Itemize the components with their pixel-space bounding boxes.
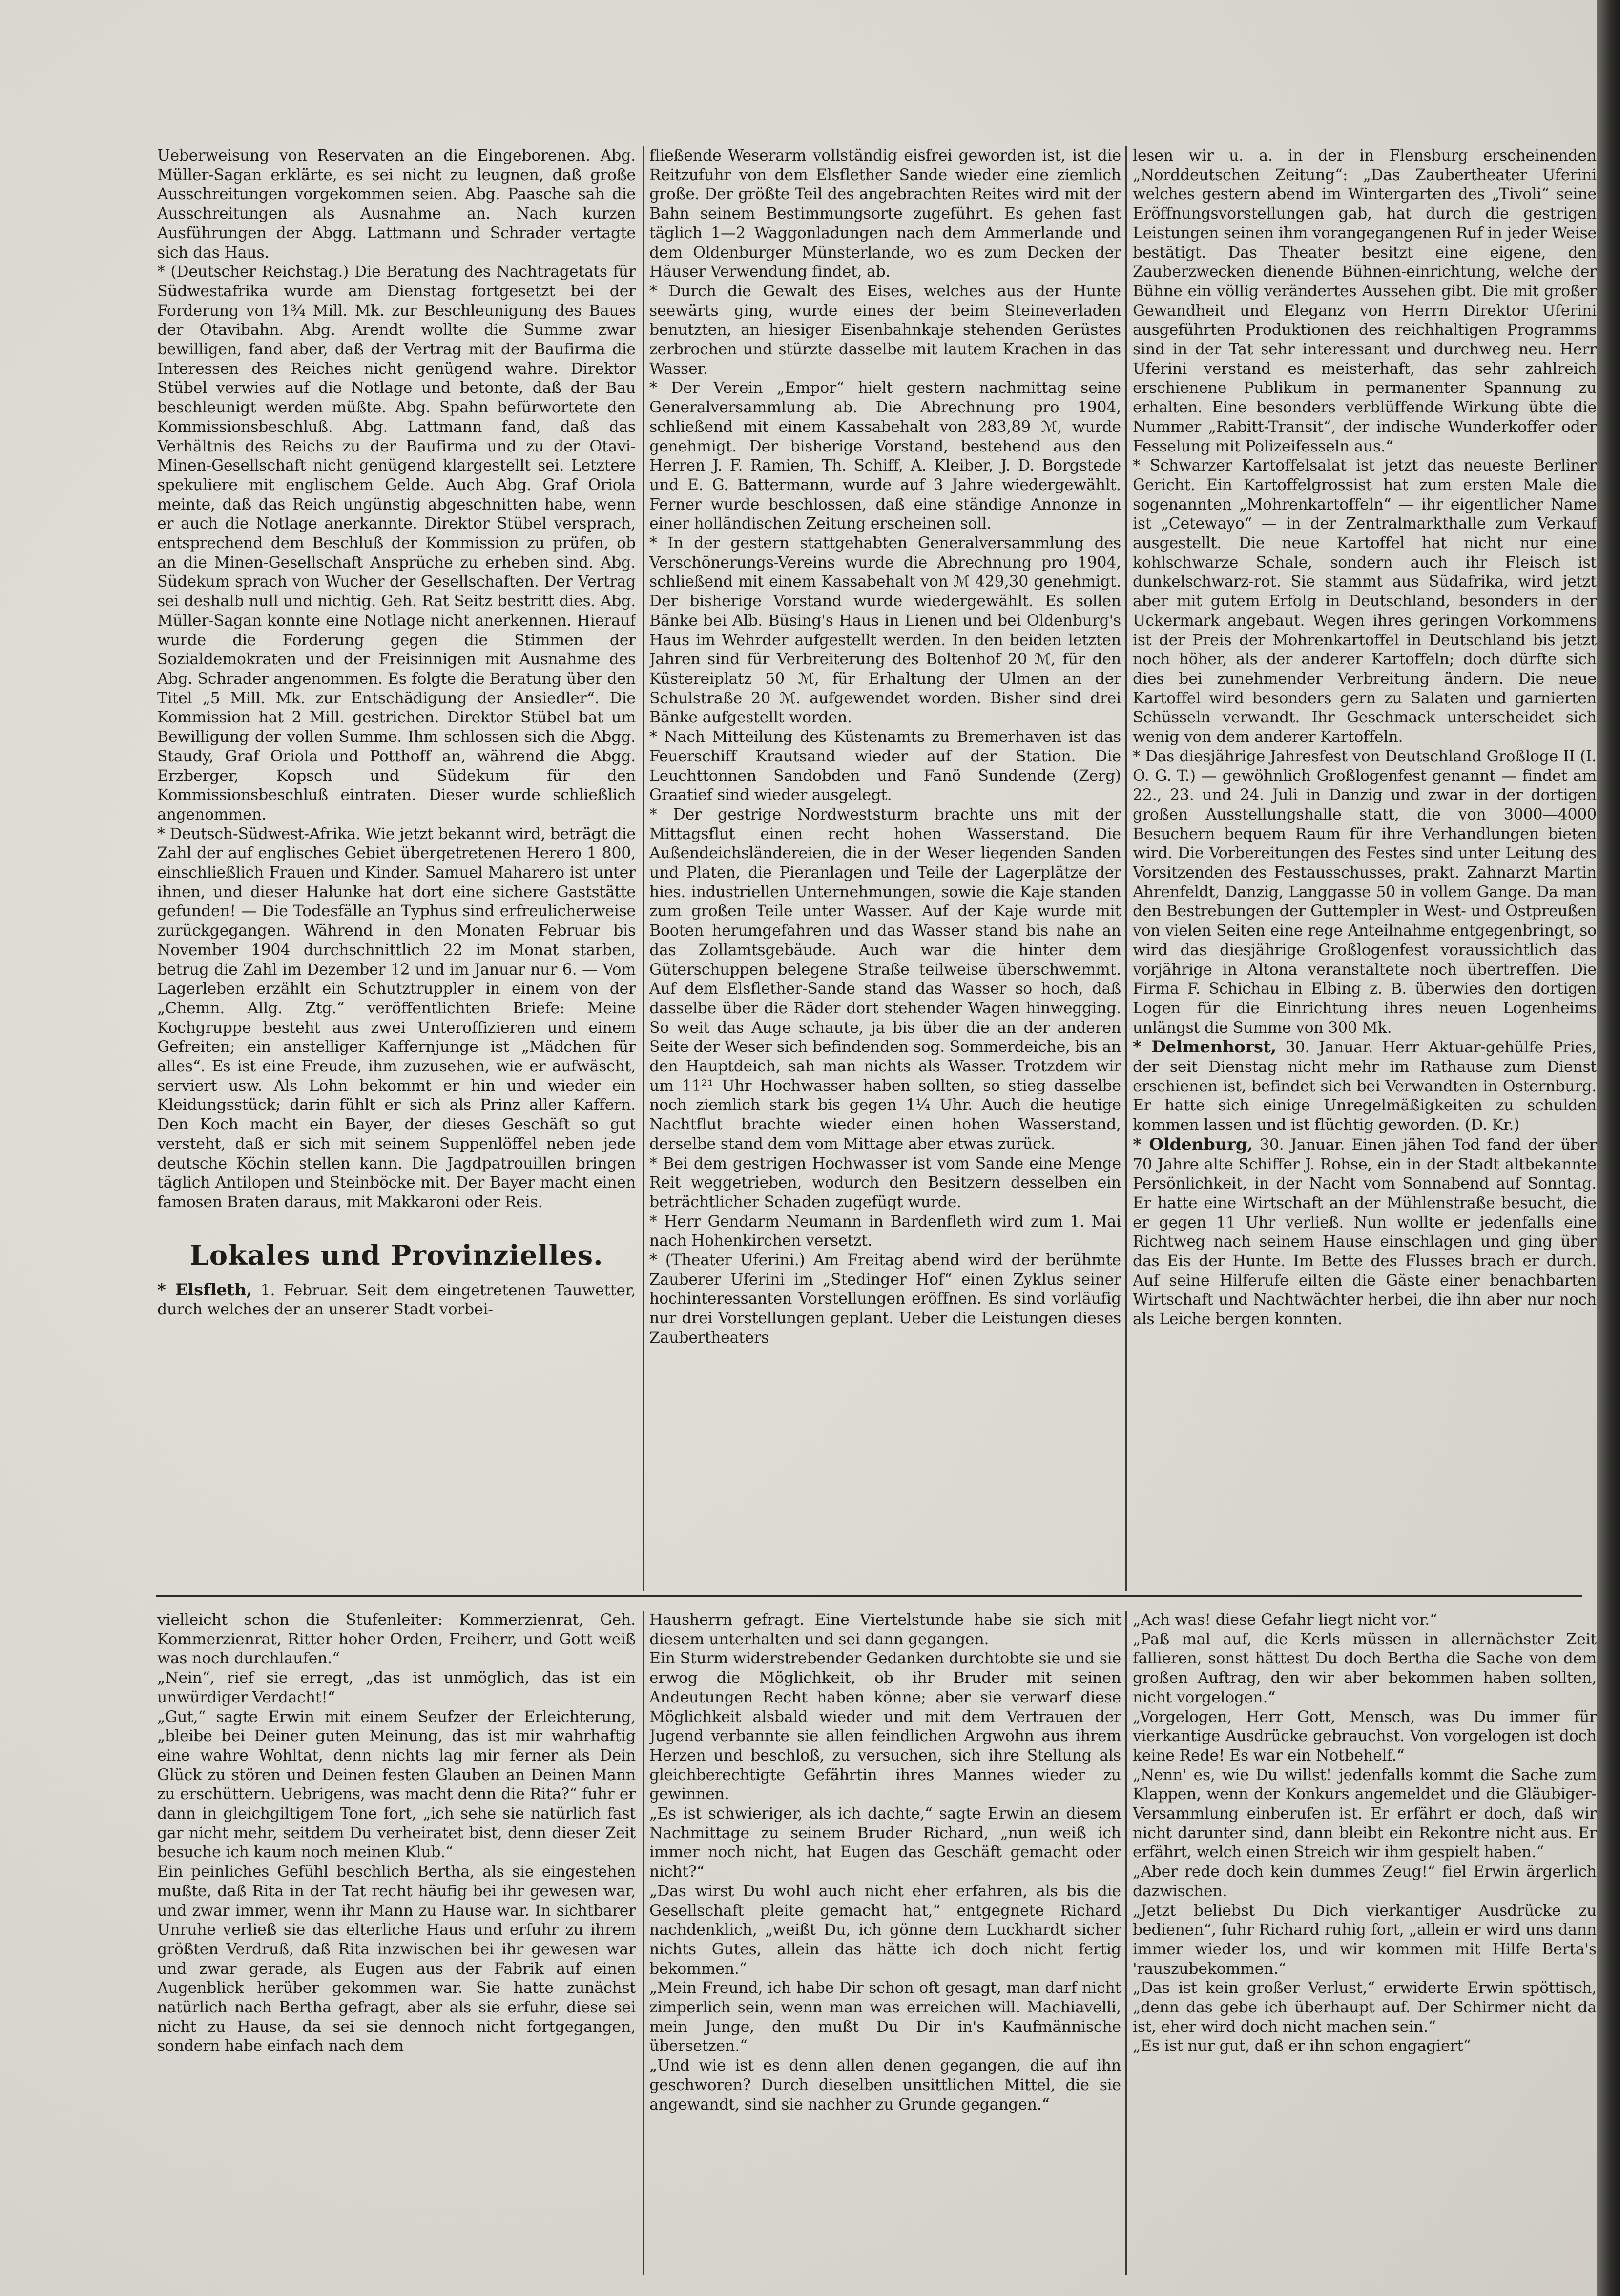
paragraph: * In der gestern stattgehabten Generalversammlung des Verschönerungs-Vereins wurde die Abrechnung pro 1904, schließend mit einem Kassabehalt von ℳ 429,30 genehmigt. Der bisherige Vorstand wurde wiedergewählt. Es sollen Bänke bei Alb. Büsing's Haus in Lienen und bei Oldenburg's Haus im Wehrder aufgestellt werden. In den beiden letzten Jahren sind für Verbreiterung des Boltenhof 20 ℳ, für den Küstereiplatz 50 ℳ, für Erhaltung der Ulmen an der Schulstraße 20 ℳ. aufgewendet worden. Bisher sind drei Bänke aufgestellt worden. [649,534,1121,727]
paragraph: * Nach Mitteilung des Küstenamts zu Bremerhaven ist das Feuerschiff Krautsand wieder auf der Station. Die Leuchttonnen Sandobden und Fanö Sundende (Zerg) Graatief sind wieder ausgelegt. [649,728,1121,804]
column-divider [1125,146,1127,1591]
paragraph: * Deutsch-Südwest-Afrika. Wie jetzt bekannt wird, beträgt die Zahl der auf englisches Gebiet übergetretenen Herero 1 800, einschließlich Frauen und Kinder. Samuel Maharero ist unter ihnen, und dieser Halunke hat dort eine sichere Gaststätte gefunden! — Die Todesfälle an Typhus sind erfreulicherweise zurückgegangen. Während in den Monaten Februar bis November 1904 durchschnittlich 22 im Monat starben, betrug die Zahl im Dezember 12 und im Januar nur 6. — Vom Lagerleben erzählt ein Schutztruppler in einem von der „Chemn. Allg. Ztg.“ veröffentlichten Briefe: Meine Kochgruppe besteht aus zwei Unteroffizieren und einem Gefreiten; ein anstelliger Kaffernjunge ist „Mädchen für alles“. Es ist eine Freude, ihm zuzusehen, wie er aufwäscht, serviert usw. Als Lohn bekommt er hin und wieder ein Kleidungsstück; darin fühlt er sich als Prinz aller Kaffern. Den Koch macht ein Bayer, der dieses Geschäft so gut versteht, daß er sich mit seinem Suppenlöffel neben jede deutsche Köchin stellen kann. Die Jagdpatrouillen bringen täglich Antilopen und Steinböcke mit. Der Bayer macht einen famosen Braten daraus, mit Makkaroni oder Reis. [157,825,636,1211]
paragraph: Ein Sturm widerstrebender Gedanken durchtobte sie und sie erwog die Möglichkeit, ob ihr Bruder mit seinen Andeutungen Recht haben könne; aber sie verwarf diese Möglichkeit alsbald wieder und mit dem Vertrauen der Jugend verbannte sie allen feindlichen Argwohn aus ihrem Herzen und beschloß, zu versuchen, sich ihre Stellung als gleichberechtigte Gefährtin ihres Mannes wieder zu gewinnen. [649,1650,1121,1804]
paragraph [1133,1038,1597,1135]
paragraph: * Der Verein „Empor“ hielt gestern nachmittag seine Generalversammlung ab. Die Abrechnung pro 1904, schließend mit einem Kassabehalt von 283,89 ℳ, wurde genehmigt. Der bisherige Vorstand, bestehend aus den Herren J. F. Ramien, Th. Schiff, A. Kleiber, J. D. Borgstede und E. G. Battermann, wurde auf 3 Jahre wiedergewählt. Ferner wurde beschlossen, daß eine ständige Annonze in einer holländischen Zeitung erscheinen soll. [649,379,1121,533]
paragraph: „Es ist nur gut, daß er ihn schon engagiert“ [1133,2037,1471,2055]
article-column-2 [649,146,1121,1591]
dateline: * Delmenhorst, [1133,1037,1277,1057]
paragraph: fließende Weserarm vollständig eisfrei geworden ist, ist die Reitzufuhr von dem Elsflether Sande wieder eine ziemlich große. Der größte Teil des angebrachten Reites wird mit der Bahn seinem Bestimmungsorte zugeführt. Es gehen fast täglich 1—2 Waggonladungen nach dem Ammerlande und dem Oldenburger Münsterlande, wo es zum Decken der Häuser Verwendung findet, ab. [649,147,1121,281]
paragraph [1133,1135,1597,1330]
paragraph-text: 1. Februar. Seit dem eingetretenen Tauwetter, durch welches der an unserer Stadt vorbei- [157,1281,636,1319]
paragraph: * Bei dem gestrigen Hochwasser ist vom Sande eine Menge Reit weggetrieben, wodurch den Besitzern desselben ein beträchtlicher Schaden zugefügt wurde. [649,1154,1121,1211]
paragraph: * Schwarzer Kartoffelsalat ist jetzt das neueste Berliner Gericht. Ein Kartoffelgrossist hat zum ersten Male die sogenannten „Mohrenkartoffeln“ — ihr eigentlicher Name ist „Cetewayo“ — in der Zentralmarkthalle zum Verkauf ausgestellt. Die neue Kartoffel hat nicht nur eine kohlschwarze Schale, sondern auch ihr Fleisch ist dunkelschwarz-rot. Sie stammt aus Südafrika, wird jetzt aber mit gutem Erfolg in Deutschland, besonders in der Uckermark angebaut. Wegen ihres geringen Vorkommens ist der Preis der Mohrenkartoffel in Deutschland bis jetzt noch höher, als der anderer Kartoffeln; doch dürfte sich dies bei zunehmender Verbreitung ändern. Die neue Kartoffel wird besonders gern zu Salaten und garnierten Schüsseln verwandt. Ihr Geschmack unterscheidet sich wenig von dem anderer Kartoffeln. [1133,457,1597,746]
paragraph: „Vorgelogen, Herr Gott, Mensch, was Du immer für vierkantige Ausdrücke gebrauchst. Von vorgelogen ist doch keine Rede! Es war ein Notbehelf.“ [1133,1708,1597,1764]
article-column-3 [1133,146,1597,1591]
paragraph: „Gut,“ sagte Erwin mit einem Seufzer der Erleichterung, „bleibe bei Deiner guten Meinung, das ist mir wahrhaftig eine wahre Wohltat, denn nichts lag mir ferner als Dein Glück zu stören und Deinen festen Glauben an Deinen Mann zu erschüttern. Uebrigens, was macht denn die Rita?“ fuhr er dann in gleichgiltigem Tone fort, „ich sehe sie natürlich fast gar nicht mehr, seitdem Du verheiratet bist, denn dieser Zeit besuche ich kaum noch meinen Klub.“ [157,1708,636,1862]
feuilleton-column-1 [157,1611,636,2275]
paragraph [157,1281,636,1320]
dateline: * Elsfleth, [157,1280,252,1300]
dateline: * Oldenburg, [1133,1134,1253,1154]
article-column-1 [157,146,636,1591]
paragraph: „Es ist schwieriger, als ich dachte,“ sagte Erwin an diesem Nachmittage zu seinem Bruder Richard, „nun weiß ich immer noch nicht, hat Eugen das Geschäft gemacht oder nicht?“ [649,1805,1121,1881]
feuilleton-separator-rule [156,1595,1582,1597]
paragraph: „Paß mal auf, die Kerls müssen in allernächster Zeit fallieren, sonst hättest Du doch Bertha die Sache von dem großen Auftrag, den wir aber bekommen haben sollten, nicht vorgelogen.“ [1133,1630,1597,1706]
feuilleton-column-3 [1133,1611,1597,2275]
paragraph: Ein peinliches Gefühl beschlich Bertha, als sie eingestehen mußte, daß Rita in der Tat recht häufig bei ihr gewesen war, und zwar immer, wenn ihr Mann zu Hause war. In sichtbarer Unruhe verließ sie das elterliche Haus und erfuhr zu ihrem größten Verdruß, daß Rita inzwischen bei ihr gewesen war und zwar gerade, als Eugen aus der Fabrik auf einen Augenblick herüber gekommen war. Sie hatte zunächst natürlich nach Bertha gefragt, aber als sie erfuhr, diese sei nicht zu Hause, da sei sie dennoch nicht fortgegangen, sondern habe einfach nach dem [157,1863,636,2055]
paragraph: * Herr Gendarm Neumann in Bardenfleth wird zum 1. Mai nach Hohenkirchen versetzt. [649,1212,1121,1250]
paragraph: „Nein“, rief sie erregt, „das ist unmöglich, das ist ein unwürdiger Verdacht!“ [157,1669,636,1706]
paragraph: lesen wir u. a. in der in Flensburg erscheinenden „Norddeutschen Zeitung“: „Das Zaubertheater Uferini welches gestern abend im Wintergarten des „Tivoli“ seine Eröffnungsvorstellungen gab, hat durch die gestrigen Leistungen seinen ihm vorangegangenen Ruf in jeder Weise bestätigt. Das Theater besitzt eine eigene, den Zauberzwecken dienende Bühnen-einrichtung, welche der Bühne ein völlig verändertes Aussehen gibt. Die mit großer Gewandheit und Eleganz von Herrn Direktor Uferini ausgeführten Produktionen des reichhaltigen Programms sind in der Tat sehr interessant und durchweg neu. Herr Uferini verstand es meisterhaft, das sehr zahlreich erschienene Publikum in permanenter Spannung zu erhalten. Eine besonders verblüffende Wirkung übte die Nummer „Rabitt-Transit“, der indische Wunderkoffer oder Fesselung mit Polizeifesseln aus.“ [1133,147,1597,455]
paragraph: „Das ist kein großer Verlust,“ erwiderte Erwin spöttisch, „denn das gebe ich überhaupt auf. Der Schirmer nicht da ist, eher wird doch nicht machen sein.“ [1133,1979,1597,2036]
paragraph-text: 30. Januar. Herr Aktuar-gehülfe Pries, der seit Dienstag nicht mehr im Rathause zum Dienst erschienen ist, befindet sich bei Verwandten in Osternburg. Er hatte sich einige Unregelmäßigkeiten zu schulden kommen lassen und ist flüchtig geworden. (D. Kr.) [1133,1039,1597,1134]
paragraph: „Aber rede doch kein dummes Zeug!“ fiel Erwin ärgerlich dazwischen. [1133,1863,1597,1900]
paragraph: „Nenn' es, wie Du willst! jedenfalls kommt die Sache zum Klappen, wenn der Konkurs angemeldet und die Gläubiger-Versammlung einberufen ist. Er erfährt er doch, daß wir nicht darunter sind, dann bleibt ein Rekontre nicht aus. Er erfährt, welch einen Streich wir ihm gespielt haben.“ [1133,1766,1597,1862]
column-divider [643,146,644,1591]
paragraph: Ueberweisung von Reservaten an die Eingeborenen. Abg. Müller-Sagan erklärte, es sei nicht zu leugnen, daß große Ausschreitungen vorgekommen seien. Abg. Paasche sah die Ausschreitungen als Ausnahme an. Nach kurzen Ausführungen der Abgg. Lattmann und Schrader vertagte sich das Haus. [157,147,636,262]
paragraph: Hausherrn gefragt. Eine Viertelstunde habe sie sich mit diesem unterhalten und sei dann gegangen. [649,1611,1121,1648]
feuilleton-column-2 [649,1611,1121,2275]
binding-edge [1597,0,1620,2296]
paragraph: * Der gestrige Nordweststurm brachte uns mit der Mittagsflut einen recht hohen Wasserstand. Die Außendeichsländereien, die in der Weser liegenden Sanden und Platen, die Pieranlagen und Teile der Lagerplätze der hies. industriellen Unternehmungen, sowie die Kaje standen zum großen Teile unter Wasser. Auf der Kaje wurde mit Booten herumgefahren und das Wasser stand bis nahe an das Zollamtsgebäude. Auch war die hinter dem Güterschuppen belegene Straße teilweise überschwemmt. Auf dem Elsflether-Sande stand das Wasser so hoch, daß dasselbe über die Räder dort stehender Wagen hinwegging. So weit das Auge schaute, ja bis über die an der anderen Seite der Weser sich befindenden sog. Sommerdeiche, bis an den Hauptdeich, sah man nichts als Wasser. Trotzdem wir um 11²¹ Uhr Hochwasser haben sollten, so stieg dasselbe noch ziemlich stark bis gegen 1¼ Uhr. Auch die heutige Nachtflut brachte wieder einen hohen Wasserstand, derselbe stand dem vom Mittage aber etwas zurück. [649,805,1121,1153]
paragraph: * Durch die Gewalt des Eises, welches aus der Hunte seewärts ging, wurde eines der beim Steineverladen benutzten, an hiesiger Eisenbahnkaje stehenden Gerüstes zerbrochen und stürzte dasselbe mit lautem Krachen in das Wasser. [649,282,1121,378]
section-heading: Lokales und Provinzielles. [189,1239,603,1271]
paragraph: „Und wie ist es denn allen denen gegangen, die auf ihn geschworen? Durch dieselben unsittlichen Mittel, die sie angewandt, sind sie nachher zu Grunde gegangen.“ [649,2057,1121,2113]
paragraph: * Das diesjährige Jahresfest von Deutschland Großloge II (I. O. G. T.) — gewöhnlich Großlogenfest genannt — findet am 22., 23. und 24. Juli in Danzig und zwar in der dortigen großen Ausstellungshalle statt, die von 3000—4000 Besuchern bequem Raum für ihre Verhandlungen bieten wird. Die Vorbereitungen des Festes sind unter Leitung des Vorsitzenden des Festausschusses, prakt. Zahnarzt Martin Ahrenfeldt, Danzig, Langgasse 50 in vollem Gange. Da man den Bestrebungen der Guttempler in West- und Ostpreußen von vielen Seiten eine rege Anteilnahme entgegenbringt, so wird das diesjährige Großlogenfest voraussichtlich das vorjährige in Altona veranstaltete noch übertreffen. Die Firma F. Schichau in Elbing z. B. überwies den dortigen Logen für die Einrichtung ihres neuen Logenheims unlängst die Summe von 300 Mk. [1133,747,1597,1037]
paragraph-text: 30. Januar. Einen jähen Tod fand der über 70 Jahre alte Schiffer J. Rohse, ein in der Stadt altbekannte Persönlichkeit, in der Nacht vom Sonnabend auf Sonntag. Er hatte eine Wirtschaft an der Mühlenstraße besucht, die er gegen 11 Uhr verließ. Nun wollte er jedenfalls eine Richtweg nach seinem Hause einschlagen und ging über das Eis der Hunte. Im Bette des Flusses brach er durch. Auf seine Hilferufe eilten die Gäste einer benachbarten Wirtschaft und Nachtwächter herbei, die ihn aber nur noch als Leiche bergen konnten. [1133,1136,1597,1329]
paragraph: „Jetzt beliebst Du Dich vierkantiger Ausdrücke zu bedienen“, fuhr Richard ruhig fort, „allein er wird uns dann immer wieder los, und wir kommen mit Hilfe Berta's 'rauszubekommen.“ [1133,1902,1597,1978]
paragraph: „Ach was! diese Gefahr liegt nicht vor.“ [1133,1611,1437,1629]
column-divider [1125,1611,1127,2275]
paragraph: * (Theater Uferini.) Am Freitag abend wird der berühmte Zauberer Uferini im „Stedinger Hof“ einen Zyklus seiner hochinteressanten Vorstellungen eröffnen. Es sind vorläufig nur drei Vorstellungen geplant. Ueber die Leistungen dieses Zaubertheaters [649,1251,1121,1347]
paragraph: „Das wirst Du wohl auch nicht eher erfahren, als bis die Gesellschaft pleite gemacht hat,“ entgegnete Richard nachdenklich, „weißt Du, ich gönne dem Luckhardt sicher nichts Gutes, allein das hätte ich doch nicht fertig bekommen.“ [649,1882,1121,1978]
paragraph: vielleicht schon die Stufenleiter: Kommerzienrat, Geh. Kommerzienrat, Ritter hoher Orden, Freiherr, und Gott weiß was noch durchlaufen.“ [157,1611,636,1668]
paragraph: * (Deutscher Reichstag.) Die Beratung des Nachtragetats für Südwestafrika wurde am Dienstag fortgesetzt bei der Forderung von 1¾ Mill. Mk. zur Beschleunigung des Baues der Otavibahn. Abg. Arendt wollte die Summe zwar bewilligen, fand aber, daß der Vertrag mit der Baufirma die Interessen des Reiches nicht genügend wahre. Direktor Stübel verwies auf die Notlage und betonte, daß der Bau beschleunigt werden müßte. Abg. Spahn befürwortete den Kommissionsbeschluß. Abg. Lattmann fand, daß das Verhältnis des Reichs zu der Baufirma und zu der Otavi-Minen-Gesellschaft nicht genügend klargestellt sei. Letztere spekuliere mit englischem Gelde. Auch Abg. Graf Oriola meinte, daß das Reich ungünstig abgeschnitten habe, wenn er auch die Notlage anerkannte. Direktor Stübel versprach, entsprechend dem Beschluß der Kommission zu prüfen, ob an die Minen-Gesellschaft Ansprüche zu erheben sind. Abg. Südekum sprach von Wucher der Gesellschaften. Der Vertrag sei deshalb null und nichtig. Geh. Rat Seitz bestritt dies. Abg. Müller-Sagan konnte eine Notlage nicht anerkennen. Hierauf wurde die Forderung gegen die Stimmen der Sozialdemokraten und der Freisinnigen mit Ausnahme des Abg. Schrader angenommen. Es folgte die Beratung über den Titel „5 Mill. Mk. zur Entschädigung der Ansiedler“. Die Kommission hat 2 Mill. gestrichen. Direktor Stübel bat um Bewilligung der vollen Summe. Ihm schlossen sich die Abgg. Staudy, Graf Oriola und Potthoff an, während die Abgg. Erzberger, Kopsch und Südekum für den Kommissionsbeschluß eintraten. Dieser wurde schließlich angenommen. [157,263,636,823]
paragraph: „Mein Freund, ich habe Dir schon oft gesagt, man darf nicht zimperlich sein, wenn man was erreichen will. Machiavelli, mein Junge, den mußt Du Dir in's Kaufmännische übersetzen.“ [649,1979,1121,2055]
column-divider [643,1611,644,2275]
